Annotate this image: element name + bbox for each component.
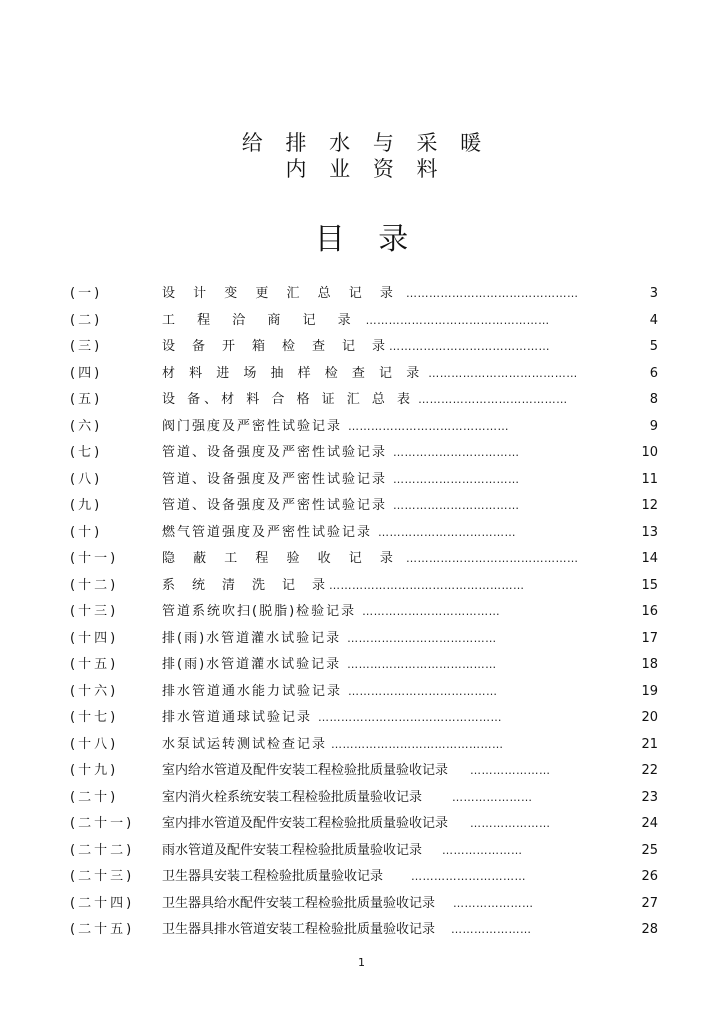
toc-entry-number: (四) <box>70 365 103 381</box>
toc-entry-page: 8 <box>649 392 658 407</box>
toc-entry[interactable] <box>0 308 723 335</box>
toc-entry-title: 卫生器具给水配件安装工程检验批质量验收记录 ………………… <box>162 895 534 911</box>
toc-entry-number: (十五) <box>70 657 119 672</box>
toc-entry-title: 水泵试运转测试检查记录 ……………………………………… <box>162 736 504 752</box>
toc-entry-page: 5 <box>649 339 658 354</box>
toc-entry[interactable] <box>0 838 723 865</box>
toc-entry[interactable] <box>0 891 723 918</box>
toc-entry[interactable] <box>0 387 723 414</box>
toc-entry-number: (二十三) <box>70 869 135 884</box>
toc-entry-title: 设 计 变 更 汇 总 记 录 ……………………………………… <box>162 286 579 301</box>
toc-entry-page: 19 <box>641 683 658 699</box>
toc-entry-leader: …………………………… <box>393 499 520 512</box>
toc-entry-title: 雨水管道及配件安装工程检验批质量验收记录 ………………… <box>162 842 523 858</box>
toc-entry-number: (三) <box>70 339 103 354</box>
toc-entry-number: (二十二) <box>70 842 135 858</box>
toc-entry-number: (二十一) <box>70 816 135 831</box>
toc-entry-leader: …………………………………… <box>389 340 551 353</box>
toc-entry-title: 排水管道通水能力试验记录 ………………………………… <box>162 683 498 699</box>
toc-entry-number: (一) <box>70 286 103 301</box>
toc-entry-leader: ………………… <box>470 817 551 830</box>
toc-entry-leader: ………………………………… <box>418 393 568 406</box>
toc-entry-leader: …………………………………… <box>348 419 510 433</box>
toc-entry-page: 17 <box>641 630 658 646</box>
toc-entry[interactable] <box>0 520 723 547</box>
toc-entry-page: 24 <box>641 816 658 831</box>
toc-entry-number: (九) <box>70 498 103 513</box>
toc-entry-number: (十八) <box>70 736 119 752</box>
toc-entry-page: 22 <box>641 763 658 778</box>
toc-entry-title: 排(雨)水管道灌水试验记录 ………………………………… <box>162 630 497 646</box>
toc-entry-number: (二十四) <box>70 895 135 911</box>
toc-entry-page: 16 <box>641 604 658 619</box>
toc-entry-page: 25 <box>641 842 658 858</box>
toc-entry[interactable] <box>0 758 723 785</box>
toc-entry-number: (十二) <box>70 577 119 593</box>
toc-entry-page: 11 <box>641 471 658 487</box>
toc-entry[interactable] <box>0 652 723 679</box>
toc-entry-number: (五) <box>70 392 103 407</box>
toc-entry[interactable] <box>0 917 723 944</box>
toc-entry-number: (十三) <box>70 604 119 619</box>
toc-entry[interactable] <box>0 864 723 891</box>
toc-entry-number: (八) <box>70 471 103 487</box>
toc-entry-page: 14 <box>641 551 658 566</box>
page-number: 1 <box>358 956 365 969</box>
table-of-contents <box>0 281 723 944</box>
toc-entry-number: (十) <box>70 524 103 540</box>
toc-entry-page: 26 <box>641 869 658 884</box>
toc-entry-number: (十六) <box>70 683 119 699</box>
toc-entry-title: 管道系统吹扫(脱脂)检验记录 ……………………………… <box>162 604 501 619</box>
toc-entry[interactable] <box>0 705 723 732</box>
toc-entry-title: 排水管道通球试验记录 ………………………………………… <box>162 710 503 725</box>
toc-entry-leader: …………………………… <box>393 446 520 459</box>
toc-entry-page: 21 <box>641 736 658 752</box>
toc-entry-leader: …………………………… <box>393 472 520 486</box>
toc-entry-title: 燃气管道强度及严密性试验记录 ……………………………… <box>162 524 517 540</box>
toc-entry-number: (七) <box>70 445 103 460</box>
toc-entry[interactable] <box>0 626 723 653</box>
toc-entry-leader: ………………………………… <box>347 658 497 671</box>
toc-entry-leader: ………………………… <box>411 870 527 883</box>
toc-entry[interactable] <box>0 546 723 573</box>
document-title: 给 排 水 与 采 暖 <box>241 131 490 155</box>
toc-entry-page: 27 <box>641 895 658 911</box>
toc-entry-title: 隐 蔽 工 程 验 收 记 录 ……………………………………… <box>162 551 579 566</box>
toc-entry-number: (十四) <box>70 630 119 646</box>
toc-entry-page: 13 <box>641 524 658 540</box>
toc-entry-title: 阀门强度及严密性试验记录 …………………………………… <box>162 418 510 434</box>
toc-entry[interactable] <box>0 599 723 626</box>
toc-entry-number: (二十) <box>70 789 119 805</box>
toc-entry-page: 20 <box>641 710 658 725</box>
toc-entry-title: 工 程 洽 商 记 录 ………………………………………… <box>162 312 550 328</box>
toc-entry-leader: ……………………………… <box>362 605 501 618</box>
toc-entry[interactable] <box>0 334 723 361</box>
toc-entry-leader: …………………………………………… <box>329 578 525 592</box>
toc-entry-leader: ………………………………… <box>428 366 578 380</box>
toc-entry-title: 卫生器具安装工程检验批质量验收记录 ………………………… <box>162 869 527 884</box>
toc-heading: 目 录 <box>314 222 421 257</box>
toc-entry-leader: ……………………………………… <box>405 552 579 565</box>
toc-entry[interactable] <box>0 493 723 520</box>
toc-entry-number: (二十五) <box>70 922 135 937</box>
toc-entry[interactable] <box>0 467 723 494</box>
toc-entry[interactable] <box>0 281 723 308</box>
toc-entry-leader: ………………… <box>453 896 534 910</box>
toc-entry-title: 设 备、材 料 合 格 证 汇 总 表 ………………………………… <box>162 392 568 407</box>
toc-entry-leader: ………………… <box>451 923 532 936</box>
toc-entry-title: 室内给水管道及配件安装工程检验批质量验收记录 ………………… <box>162 763 551 778</box>
toc-entry-page: 6 <box>649 365 658 381</box>
toc-entry-page: 18 <box>641 657 658 672</box>
toc-entry-leader: ………………………………………… <box>318 711 503 724</box>
toc-entry-title: 管道、设备强度及严密性试验记录 …………………………… <box>162 498 520 513</box>
toc-entry-leader: ………………………………… <box>348 684 498 698</box>
toc-entry[interactable] <box>0 361 723 388</box>
toc-entry-title: 管道、设备强度及严密性试验记录 …………………………… <box>162 445 520 460</box>
toc-entry-title: 系 统 清 洗 记 录 …………………………………………… <box>162 577 525 593</box>
toc-entry[interactable] <box>0 440 723 467</box>
toc-entry-leader: ……………………………………… <box>405 287 579 300</box>
toc-entry-title: 管道、设备强度及严密性试验记录 …………………………… <box>162 471 520 487</box>
toc-entry-title: 材 料 进 场 抽 样 检 查 记 录 ………………………………… <box>162 365 578 381</box>
toc-entry[interactable] <box>0 573 723 600</box>
toc-entry-number: (十一) <box>70 551 119 566</box>
toc-entry-title: 室内消火栓系统安装工程检验批质量验收记录 ………………… <box>162 789 533 805</box>
toc-entry-leader: ………………… <box>442 843 523 857</box>
toc-entry-title: 排(雨)水管道灌水试验记录 ………………………………… <box>162 657 497 672</box>
toc-entry-title: 室内排水管道及配件安装工程检验批质量验收记录 ………………… <box>162 816 551 831</box>
toc-entry-title: 设 备 开 箱 检 查 记 录 …………………………………… <box>162 339 551 354</box>
toc-entry-number: (十九) <box>70 763 119 778</box>
toc-entry-leader: ……………………………………… <box>331 737 504 751</box>
toc-entry-page: 9 <box>649 418 658 434</box>
toc-entry-page: 3 <box>649 286 658 301</box>
document-subtitle: 内 业 资 料 <box>285 157 446 181</box>
toc-entry-page: 23 <box>641 789 658 805</box>
toc-entry-page: 4 <box>649 312 658 328</box>
toc-entry[interactable] <box>0 414 723 441</box>
toc-entry-page: 12 <box>641 498 658 513</box>
toc-entry-page: 10 <box>641 445 658 460</box>
toc-entry-number: (十七) <box>70 710 119 725</box>
toc-entry-leader: ………………… <box>470 764 551 777</box>
toc-entry-number: (二) <box>70 312 103 328</box>
toc-entry[interactable] <box>0 679 723 706</box>
toc-entry-title: 卫生器具排水管道安装工程检验批质量验收记录 ………………… <box>162 922 532 937</box>
toc-entry-page: 28 <box>641 922 658 937</box>
toc-entry-leader: ………………… <box>452 790 533 804</box>
toc-entry[interactable] <box>0 732 723 759</box>
toc-entry[interactable] <box>0 811 723 838</box>
toc-entry-page: 15 <box>641 577 658 593</box>
toc-entry-number: (六) <box>70 418 103 434</box>
toc-entry[interactable] <box>0 785 723 812</box>
toc-entry-leader: ………………………………………… <box>365 313 550 327</box>
toc-entry-leader: ……………………………… <box>378 525 517 539</box>
toc-entry-leader: ………………………………… <box>347 631 497 645</box>
